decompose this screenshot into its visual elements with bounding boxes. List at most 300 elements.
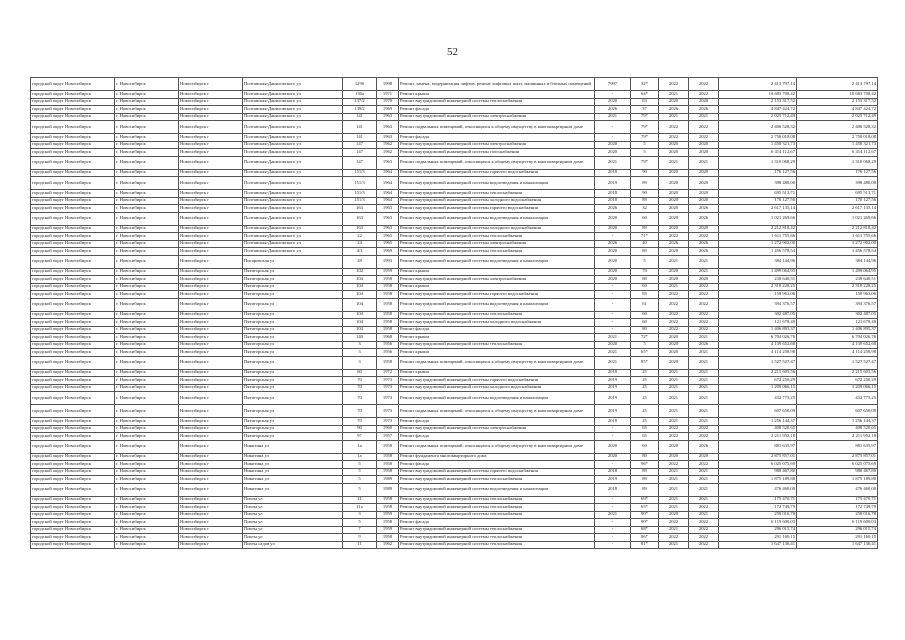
table-row <box>31 268 878 276</box>
cell-wear-percent: 68* <box>631 526 659 534</box>
cell-settlement: г. Новосибирск <box>115 268 179 276</box>
cell-build-year: 1958 <box>377 534 399 542</box>
cell-settlement: г. Новосибирск <box>115 425 179 433</box>
cell-municipality: городской округ Новосибирск <box>31 356 115 369</box>
cell-municipality: городской округ Новосибирск <box>31 384 115 392</box>
cell-wear-percent: 72* <box>631 334 659 342</box>
cell-build-year: 1964 <box>377 169 399 177</box>
cell-wear-percent: 90* <box>631 519 659 527</box>
cell-plan-start: 2021 <box>659 476 689 484</box>
cell-street: Никитина ул <box>243 483 343 496</box>
table-row <box>31 384 878 392</box>
cell-locality: Новосибирск г <box>179 113 243 121</box>
cell-wear-percent: 25 <box>631 384 659 392</box>
cell-settlement: г. Новосибирск <box>115 190 179 198</box>
cell-locality: Новосибирск г <box>179 190 243 198</box>
cell-plan-end: 2022 <box>689 504 719 512</box>
cell-settlement: г. Новосибирск <box>115 225 179 233</box>
cell-plan-start: 2026 <box>659 106 689 114</box>
cell-total-cost: 121 678,49 <box>719 319 797 327</box>
cell-street: Полтавская-Даниловского ул <box>243 240 343 248</box>
cell-plan-end: 2020 <box>689 177 719 190</box>
cell-municipality: городской округ Новосибирск <box>31 534 115 542</box>
table-row <box>31 283 878 291</box>
cell-work-type: Ремонт внутридомовой инженерной системы водоотведения и канализации <box>399 392 595 405</box>
cell-build-year: 1993 <box>377 255 399 268</box>
cell-plan-end: 2026 <box>689 341 719 349</box>
cell-locality: Новосибирск г <box>179 405 243 418</box>
cell-build-year: 1957 <box>377 433 399 441</box>
cell-previous-year: 2019 <box>595 177 631 190</box>
cell-fund-cost: 6 414 112,67 <box>797 149 878 157</box>
cell-plan-start: 2020 <box>659 248 689 256</box>
cell-settlement: г. Новосибирск <box>115 377 179 385</box>
cell-plan-start: 2020 <box>659 334 689 342</box>
cell-previous-year: 2021 <box>595 113 631 121</box>
cell-locality: Новосибирск г <box>179 319 243 327</box>
cell-plan-end: 2020 <box>689 276 719 284</box>
cell-build-year: 1964 <box>377 197 399 205</box>
cell-house-number: 140 <box>343 334 377 342</box>
cell-previous-year: - <box>595 134 631 142</box>
table-row <box>31 177 878 190</box>
table-body <box>31 78 878 549</box>
cell-total-cost: 1 499 064,95 <box>719 268 797 276</box>
table-row <box>31 405 878 418</box>
cell-work-type: Ремонт внутридомовой инженерной системы водоотведения и канализации <box>399 483 595 496</box>
cell-municipality: городской округ Новосибирск <box>31 141 115 149</box>
cell-previous-year: - <box>595 541 631 549</box>
cell-locality: Новосибирск г <box>179 476 243 484</box>
cell-house-number: 151/3 <box>343 197 377 205</box>
cell-build-year: 1964 <box>377 177 399 190</box>
cell-settlement: г. Новосибирск <box>115 341 179 349</box>
cell-previous-year: 2018 <box>595 418 631 426</box>
cell-street: Пихты ул <box>243 511 343 519</box>
cell-wear-percent: 25 <box>631 377 659 385</box>
cell-municipality: городской округ Новосибирск <box>31 113 115 121</box>
cell-previous-year: - <box>595 504 631 512</box>
cell-build-year: 1973 <box>377 405 399 418</box>
cell-house-number: 5 <box>343 476 377 484</box>
cell-work-type: Ремонт крыши <box>399 283 595 291</box>
cell-previous-year: 2021 <box>595 156 631 169</box>
cell-municipality: городской округ Новосибирск <box>31 418 115 426</box>
cell-plan-start: 2020 <box>659 225 689 233</box>
cell-wear-percent: 63 <box>631 98 659 106</box>
cell-previous-year: 2019 <box>595 405 631 418</box>
cell-municipality: городской округ Новосибирск <box>31 341 115 349</box>
cell-house-number: 5 <box>343 519 377 527</box>
cell-fund-cost: 1 406 895,37 <box>797 326 878 334</box>
table-row <box>31 205 878 213</box>
cell-previous-year: 2020 <box>595 141 631 149</box>
cell-municipality: городской округ Новосибирск <box>31 453 115 461</box>
cell-municipality: городской округ Новосибирск <box>31 468 115 476</box>
cell-wear-percent: 79* <box>631 156 659 169</box>
cell-plan-end: 2020 <box>689 98 719 106</box>
table-row <box>31 511 878 519</box>
cell-build-year: 1965 <box>377 233 399 241</box>
cell-locality: Новосибирск г <box>179 453 243 461</box>
cell-build-year: 1959 <box>377 511 399 519</box>
table-row <box>31 98 878 106</box>
cell-build-year: 1973 <box>377 384 399 392</box>
cell-plan-end: 2021 <box>689 468 719 476</box>
cell-total-cost: 672 250,29 <box>719 377 797 385</box>
cell-house-number: 104 <box>343 326 377 334</box>
cell-work-type: Ремонт фасада <box>399 326 595 334</box>
cell-street: Пятигорская ул <box>243 377 343 385</box>
cell-build-year: 1958 <box>377 311 399 319</box>
table-row <box>31 519 878 527</box>
cell-wear-percent: 89 <box>631 483 659 496</box>
cell-work-type: Ремонт внутридомовой инженерной системы горячего водоснабжения <box>399 169 595 177</box>
cell-previous-year: 2020 <box>595 453 631 461</box>
cell-build-year: 1958 <box>377 496 399 504</box>
cell-plan-end: 2022 <box>689 91 719 99</box>
cell-plan-start: 2020 <box>659 356 689 369</box>
cell-build-year: 1958 <box>377 276 399 284</box>
cell-build-year: 1958 <box>377 291 399 299</box>
cell-locality: Новосибирск г <box>179 205 243 213</box>
cell-build-year: 1963 <box>377 156 399 169</box>
page-number: 52 <box>447 46 458 58</box>
cell-plan-end: 2022 <box>689 121 719 134</box>
cell-build-year: 1962 <box>377 141 399 149</box>
cell-build-year: 1963 <box>377 134 399 142</box>
cell-locality: Новосибирск г <box>179 156 243 169</box>
cell-house-number: 147 <box>343 141 377 149</box>
table-row <box>31 248 878 256</box>
cell-build-year: 1958 <box>377 519 399 527</box>
cell-street: Никитина ул <box>243 453 343 461</box>
cell-work-type: Ремонт внутридомовой инженерной системы теплоснабжения <box>399 233 595 241</box>
cell-plan-end: 2020 <box>689 149 719 157</box>
cell-plan-start: 2021 <box>659 483 689 496</box>
cell-wear-percent: 71* <box>631 233 659 241</box>
cell-municipality: городской округ Новосибирск <box>31 283 115 291</box>
cell-total-cost: 1 875 189,80 <box>719 476 797 484</box>
cell-previous-year: - <box>595 425 631 433</box>
cell-settlement: г. Новосибирск <box>115 418 179 426</box>
cell-municipality: городской округ Новосибирск <box>31 483 115 496</box>
cell-municipality: городской округ Новосибирск <box>31 177 115 190</box>
cell-fund-cost: 2 617 135,14 <box>797 205 878 213</box>
cell-fund-cost: 175 470,71 <box>797 496 878 504</box>
cell-locality: Новосибирск г <box>179 169 243 177</box>
cell-previous-year: 2020 <box>595 212 631 225</box>
cell-plan-end: 2021 <box>689 356 719 369</box>
cell-locality: Новосибирск г <box>179 356 243 369</box>
cell-plan-end: 2021 <box>689 384 719 392</box>
cell-municipality: городской округ Новосибирск <box>31 98 115 106</box>
cell-municipality: городской округ Новосибирск <box>31 440 115 453</box>
cell-settlement: г. Новосибирск <box>115 534 179 542</box>
cell-wear-percent: 37 <box>631 106 659 114</box>
cell-settlement: г. Новосибирск <box>115 319 179 327</box>
cell-wear-percent: 69* <box>631 496 659 504</box>
cell-total-cost: 1 456 578,54 <box>719 248 797 256</box>
cell-wear-percent: 96* <box>631 461 659 469</box>
table-row <box>31 212 878 225</box>
cell-previous-year: - <box>595 433 631 441</box>
table-row <box>31 483 878 496</box>
table-row <box>31 197 878 205</box>
cell-settlement: г. Новосибирск <box>115 461 179 469</box>
cell-settlement: г. Новосибирск <box>115 496 179 504</box>
cell-settlement: г. Новосибирск <box>115 240 179 248</box>
cell-plan-end: 2022 <box>689 298 719 311</box>
cell-total-cost: 2 750 018,08 <box>719 134 797 142</box>
cell-street: Полтавская-Даниловского ул <box>243 121 343 134</box>
cell-street: Полтавская-Даниловского ул <box>243 190 343 198</box>
cell-total-cost: 238 640,51 <box>719 276 797 284</box>
cell-settlement: г. Новосибирск <box>115 91 179 99</box>
cell-build-year: 1962 <box>377 541 399 549</box>
cell-locality: Новосибирск г <box>179 106 243 114</box>
cell-total-cost: 1 256 144,37 <box>719 418 797 426</box>
cell-total-cost: 170 127,56 <box>719 197 797 205</box>
cell-street: Никитина ул <box>243 476 343 484</box>
cell-settlement: г. Новосибирск <box>115 453 179 461</box>
cell-plan-start: 2021 <box>659 156 689 169</box>
cell-fund-cost: 6 025 075,69 <box>797 461 878 469</box>
cell-fund-cost: 1 310 068,29 <box>797 156 878 169</box>
cell-total-cost: 1 527 527,47 <box>719 356 797 369</box>
cell-fund-cost: 881 635,97 <box>797 440 878 453</box>
cell-plan-end: 2020 <box>689 141 719 149</box>
cell-work-type: Ремонт внутридомовой инженерной системы горячего водоснабжения <box>399 468 595 476</box>
cell-total-cost: 291 160,15 <box>719 534 797 542</box>
cell-work-type: Ремонт внутридомовой инженерной системы теплоснабжения <box>399 190 595 198</box>
cell-fund-cost: 10 683 708,42 <box>797 91 878 99</box>
cell-municipality: городской округ Новосибирск <box>31 190 115 198</box>
cell-total-cost: 695 513,71 <box>719 190 797 198</box>
cell-plan-end: 2021 <box>689 511 719 519</box>
cell-total-cost: 1 209 066,15 <box>719 384 797 392</box>
cell-house-number: 70 <box>343 377 377 385</box>
cell-plan-start: 2022 <box>659 326 689 334</box>
cell-wear-percent: 5 <box>631 341 659 349</box>
cell-work-type: Ремонт крыши <box>399 91 595 99</box>
cell-municipality: городской округ Новосибирск <box>31 319 115 327</box>
cell-settlement: г. Новосибирск <box>115 440 179 453</box>
cell-fund-cost: 296 015,74 <box>797 526 878 534</box>
cell-fund-cost: 384 144,96 <box>797 255 878 268</box>
cell-plan-end: 2021 <box>689 405 719 418</box>
cell-build-year: 1963 <box>377 212 399 225</box>
cell-plan-start: 2022 <box>659 233 689 241</box>
cell-build-year: 1963 <box>377 205 399 213</box>
cell-wear-percent: 79* <box>631 134 659 142</box>
cell-plan-end: 2022 <box>689 326 719 334</box>
cell-previous-year: 2020 <box>595 276 631 284</box>
cell-house-number: 163 <box>343 212 377 225</box>
cell-house-number: 139/2 <box>343 106 377 114</box>
cell-street: Пятигорская ул <box>243 349 343 357</box>
cell-house-number: 104 <box>343 291 377 299</box>
table-row <box>31 134 878 142</box>
cell-previous-year: 2018 <box>595 197 631 205</box>
cell-previous-year: - <box>595 534 631 542</box>
cell-municipality: городской округ Новосибирск <box>31 78 115 91</box>
cell-build-year: 1959 <box>377 526 399 534</box>
cell-municipality: городской округ Новосибирск <box>31 156 115 169</box>
cell-settlement: г. Новосибирск <box>115 349 179 357</box>
cell-plan-start: 2021 <box>659 369 689 377</box>
cell-locality: Новосибирск г <box>179 283 243 291</box>
cell-total-cost: 6 025 075,69 <box>719 461 797 469</box>
cell-settlement: г. Новосибирск <box>115 141 179 149</box>
cell-wear-percent: 86* <box>631 534 659 542</box>
cell-settlement: г. Новосибирск <box>115 205 179 213</box>
cell-locality: Новосибирск г <box>179 433 243 441</box>
cell-plan-end: 2020 <box>689 169 719 177</box>
table-row <box>31 276 878 284</box>
cell-work-type: Ремонт, замена, модернизация лифтов, ремонт лифтовых шахт, машинных и блочных помещений <box>399 78 595 91</box>
cell-plan-start: 2021 <box>659 418 689 426</box>
cell-fund-cost: 607 650,09 <box>797 405 878 418</box>
cell-fund-cost: 302 487,05 <box>797 311 878 319</box>
cell-locality: Новосибирск г <box>179 177 243 190</box>
cell-plan-end: 2021 <box>689 392 719 405</box>
cell-build-year: 1958 <box>377 461 399 469</box>
cell-total-cost: 258 016,78 <box>719 511 797 519</box>
cell-municipality: городской округ Новосибирск <box>31 121 115 134</box>
cell-street: Полтавская-Даниловского ул <box>243 91 343 99</box>
cell-plan-end: 2021 <box>689 255 719 268</box>
cell-house-number: 4/3 <box>343 248 377 256</box>
cell-plan-start: 2022 <box>659 78 689 91</box>
cell-work-type: Ремонт фасада <box>399 106 595 114</box>
cell-work-type: Ремонт внутридомовой инженерной системы водоотведения и канализации <box>399 177 595 190</box>
cell-work-type: Ремонт внутридомовой инженерной системы теплоснабжения <box>399 504 595 512</box>
cell-plan-start: 2020 <box>659 149 689 157</box>
cell-fund-cost: 172 749,79 <box>797 504 878 512</box>
cell-house-number: 97 <box>343 433 377 441</box>
cell-street: Пятигорская ул <box>243 356 343 369</box>
cell-total-cost: 1 647 136,41 <box>719 541 797 549</box>
cell-plan-start: 2020 <box>659 205 689 213</box>
cell-plan-end: 2021 <box>689 113 719 121</box>
cell-fund-cost: 2 211 952,18 <box>797 433 878 441</box>
cell-municipality: городской округ Новосибирск <box>31 197 115 205</box>
cell-fund-cost: 1 209 066,15 <box>797 384 878 392</box>
cell-street: Пятигорская ул <box>243 433 343 441</box>
cell-locality: Новосибирск г <box>179 78 243 91</box>
cell-previous-year: 2020 <box>595 98 631 106</box>
cell-locality: Новосибирск г <box>179 91 243 99</box>
cell-settlement: г. Новосибирск <box>115 177 179 190</box>
cell-build-year: 1960 <box>377 425 399 433</box>
cell-plan-start: 2022 <box>659 121 689 134</box>
cell-house-number: 151/3 <box>343 190 377 198</box>
cell-fund-cost: 2 215 605,56 <box>797 369 878 377</box>
cell-locality: Новосибирск г <box>179 121 243 134</box>
cell-settlement: г. Новосибирск <box>115 356 179 369</box>
cell-wear-percent: 65* <box>631 504 659 512</box>
cell-settlement: г. Новосибирск <box>115 468 179 476</box>
cell-settlement: г. Новосибирск <box>115 326 179 334</box>
cell-total-cost: 2 413 797,14 <box>719 78 797 91</box>
cell-build-year: 1963 <box>377 113 399 121</box>
table-row <box>31 468 878 476</box>
cell-wear-percent: 89 <box>631 476 659 484</box>
cell-house-number: 104 <box>343 276 377 284</box>
cell-street: Пятигорская ул <box>243 384 343 392</box>
cell-locality: Новосибирск г <box>179 334 243 342</box>
cell-street: Пятигорская ул <box>243 326 343 334</box>
cell-municipality: городской округ Новосибирск <box>31 349 115 357</box>
cell-fund-cost: 6 119 600,03 <box>797 519 878 527</box>
cell-street: Полтавская-Даниловского ул <box>243 141 343 149</box>
cell-street: Пятигорская ул <box>243 311 343 319</box>
cell-plan-end: 2022 <box>689 319 719 327</box>
cell-fund-cost: 176 127,56 <box>797 169 878 177</box>
table-row <box>31 461 878 469</box>
table-row <box>31 91 878 99</box>
cell-total-cost: 4 114 258,98 <box>719 349 797 357</box>
cell-settlement: г. Новосибирск <box>115 169 179 177</box>
cell-fund-cost: 1 256 144,37 <box>797 418 878 426</box>
cell-wear-percent: 79* <box>631 121 659 134</box>
cell-total-cost: 158 963,06 <box>719 291 797 299</box>
cell-street: Пятигорская ул <box>243 283 343 291</box>
cell-settlement: г. Новосибирск <box>115 298 179 311</box>
cell-fund-cost: 672 250,29 <box>797 377 878 385</box>
cell-build-year: 1958 <box>377 326 399 334</box>
cell-plan-start: 2020 <box>659 349 689 357</box>
cell-plan-end: 2020 <box>689 190 719 198</box>
cell-street: Никитина ул <box>243 468 343 476</box>
cell-work-type: Ремонт внутридомовой инженерной системы горячего водоснабжения <box>399 205 595 213</box>
cell-plan-end: 2022 <box>689 311 719 319</box>
cell-wear-percent: 60 <box>631 283 659 291</box>
cell-plan-start: 2021 <box>659 405 689 418</box>
cell-work-type: Ремонт подвальных помещений, относящихся к общему имуществу в многоквартирном доме <box>399 156 595 169</box>
cell-total-cost: 394 376,57 <box>719 298 797 311</box>
cell-work-type: Ремонт крыши <box>399 334 595 342</box>
cell-municipality: городской округ Новосибирск <box>31 425 115 433</box>
cell-settlement: г. Новосибирск <box>115 392 179 405</box>
cell-previous-year: - <box>595 526 631 534</box>
cell-locality: Новосибирск г <box>179 468 243 476</box>
cell-house-number: 5 <box>343 483 377 496</box>
cell-previous-year: 2020 <box>595 149 631 157</box>
cell-municipality: городской округ Новосибирск <box>31 91 115 99</box>
cell-total-cost: 2 211 952,18 <box>719 433 797 441</box>
cell-municipality: городской округ Новосибирск <box>31 541 115 549</box>
table-row <box>31 255 878 268</box>
table-row <box>31 377 878 385</box>
cell-plan-start: 2022 <box>659 311 689 319</box>
cell-work-type: Ремонт внутридомовой инженерной системы водоотведения и канализации <box>399 298 595 311</box>
cell-street: Полтавская-Даниловского ул <box>243 106 343 114</box>
cell-previous-year: 2020 <box>595 248 631 256</box>
cell-total-cost: 2 318 228,25 <box>719 283 797 291</box>
cell-previous-year: 2026 <box>595 240 631 248</box>
cell-plan-end: 2021 <box>689 418 719 426</box>
cell-municipality: городской округ Новосибирск <box>31 240 115 248</box>
cell-total-cost: 6 119 600,03 <box>719 519 797 527</box>
cell-fund-cost: 1 456 578,54 <box>797 248 878 256</box>
cell-municipality: городской округ Новосибирск <box>31 377 115 385</box>
cell-previous-year: 2020 <box>595 255 631 268</box>
cell-house-number: 3 <box>343 511 377 519</box>
cell-fund-cost: 158 963,06 <box>797 291 878 299</box>
cell-street: Никитина ул <box>243 440 343 453</box>
